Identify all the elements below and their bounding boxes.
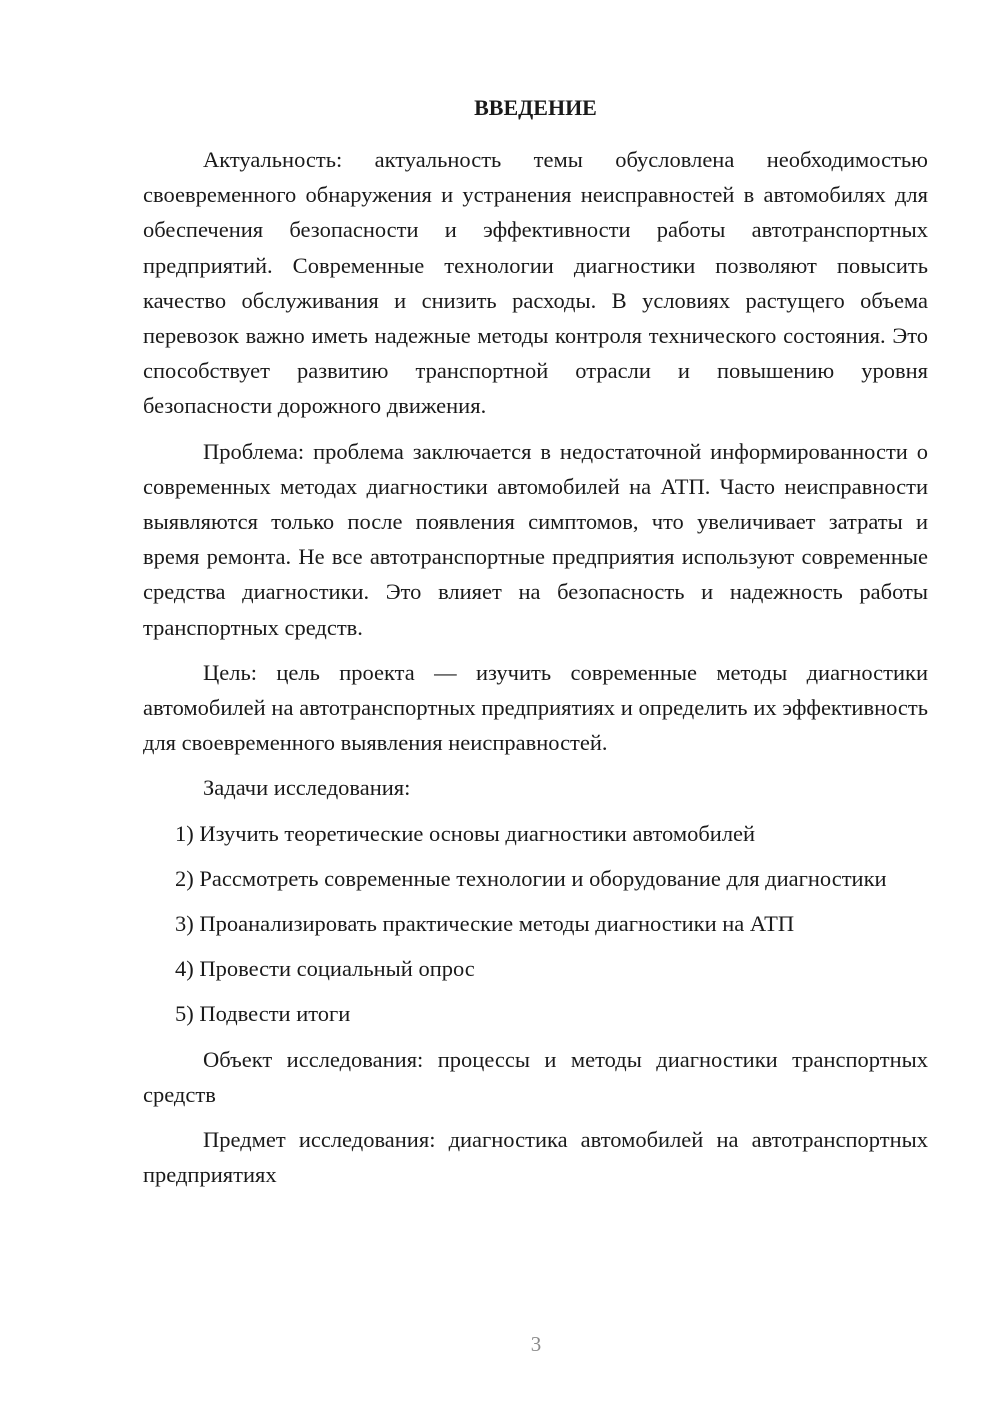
tasks-heading: Задачи исследования: <box>203 775 411 801</box>
list-item: 2) Рассмотреть современные технологии и оборудование для диагностики <box>175 865 887 891</box>
list-item: 4) Провести социальный опрос <box>175 956 475 982</box>
document-page <box>143 92 928 1192</box>
paragraph-subject: Предмет исследования: диагностика автомобилей на автотранспортных предприятиях <box>143 1127 928 1188</box>
page-number: 3 <box>530 1332 542 1356</box>
list-item: 3) Проанализировать практические методы диагностики на АТП <box>175 911 795 937</box>
paragraph-problem: Проблема: проблема заключается в недостаточной информированности о современных методах диагностики автомобилей на АТП. Часто неисправности выявляются только после появления симптомов, что увеличивает затраты и время ремонта. Не все автотранспортные предприятия используют современные средства диагностики. Это влияет на безопасность и надежность работы транспортных средств. <box>143 438 928 640</box>
paragraph-object: Объект исследования: процессы и методы диагностики транспортных средств <box>143 1046 928 1107</box>
list-item: 1) Изучить теоретические основы диагностики автомобилей <box>175 820 756 846</box>
page-title: ВВЕДЕНИЕ <box>474 95 597 120</box>
paragraph-goal: Цель: цель проекта — изучить современные методы диагностики автомобилей на автотранспортных предприятиях и определить их эффективность для своевременного выявления неисправностей. <box>143 659 928 756</box>
tasks-list <box>143 816 928 1032</box>
paragraph-relevance: Актуальность: актуальность темы обусловлена необходимостью своевременного обнаружения и устранения неисправностей в автомобилях для обеспечения безопасности и эффективности работы автотранспортных предприятий. Современные технологии диагностики позволяют повысить качество обслуживания и снизить расходы. В условиях растущего объема перевозок важно иметь надежные методы контроля технического состояния. Это способствует развитию транспортной отрасли и повышению уровня безопасности дорожного движения. <box>143 147 928 419</box>
list-item: 5) Подвести итоги <box>175 1001 351 1027</box>
